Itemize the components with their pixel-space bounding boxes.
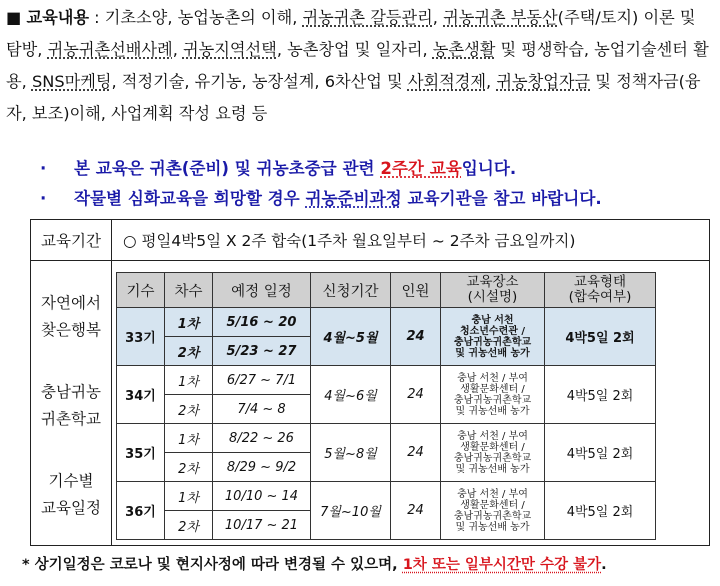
header-place: 교육장소 (시설명) — [441, 273, 545, 308]
side-label-line: 자연에서 — [41, 294, 101, 312]
cell-cohort: 33기 — [117, 308, 165, 366]
header-cohort: 기수 — [117, 273, 165, 308]
schedule-box — [30, 219, 710, 546]
cell-round: 1차 — [165, 482, 213, 511]
side-label-line: 충남귀농 — [41, 383, 101, 401]
cell-people: 24 — [391, 366, 441, 424]
footnote-text: * 상기일정은 코로나 및 현지사정에 따라 변경될 수 있으며, — [22, 557, 403, 573]
square-bullet-icon: ■ — [6, 8, 22, 27]
cell-date: 7/4 ~ 8 — [213, 395, 311, 424]
header-apply: 신청기간 — [311, 273, 391, 308]
header-schedule: 예정 일정 — [213, 273, 311, 308]
text-segment: 및 평생학습, 농업기술센터 활용, — [6, 40, 709, 91]
side-label-line: 찾은행복 — [41, 321, 101, 339]
separator: : — [89, 8, 105, 27]
notice-text: 입니다. — [461, 159, 517, 178]
header-form: 교육형태 (합숙여부) — [545, 273, 656, 308]
cell-date: 5/23 ~ 27 — [213, 337, 311, 366]
text-segment: , — [432, 8, 444, 27]
cell-round: 1차 — [165, 308, 213, 337]
cell-form: 4박5일 2회 — [545, 482, 656, 540]
cell-form: 4박5일 2회 — [545, 366, 656, 424]
side-label-line: 기수별 — [48, 472, 94, 490]
bullet-dot-icon: · — [40, 159, 47, 178]
cell-date: 10/10 ~ 14 — [213, 482, 311, 511]
text-segment: , — [172, 40, 183, 59]
text-segment: , 농촌창업 및 일자리, — [276, 40, 433, 59]
table-header-row — [117, 273, 656, 308]
side-label-line: 교육일정 — [41, 499, 101, 517]
period-text: ○ 평일4박5일 X 2주 합숙(1주차 월요일부터 ~ 2주차 금요일까지) — [123, 232, 576, 250]
cell-people: 24 — [391, 482, 441, 540]
cell-round: 2차 — [165, 337, 213, 366]
cell-people: 24 — [391, 308, 441, 366]
cell-date: 6/27 ~ 7/1 — [213, 366, 311, 395]
cell-place: 충남 서천 청소년수련관 / 충남귀농귀촌학교 및 귀농선배 농가 — [441, 308, 545, 366]
cell-round: 2차 — [165, 511, 213, 540]
cell-form: 4박5일 2회 — [545, 424, 656, 482]
topic-conflict: 귀농귀촌 갈등관리 — [302, 8, 433, 27]
cell-date: 5/16 ~ 20 — [213, 308, 311, 337]
table-row — [117, 366, 656, 395]
notice-text: 작물별 심화교육을 희망할 경우 — [74, 189, 306, 208]
cell-people: 24 — [391, 424, 441, 482]
cell-date: 8/29 ~ 9/2 — [213, 453, 311, 482]
period-label: 교육기간 — [41, 232, 101, 250]
topic-senior-cases: 귀농귀촌선배사례 — [47, 40, 173, 59]
cell-cohort: 35기 — [117, 424, 165, 482]
notice-underlined: 귀농준비과정 — [305, 189, 402, 208]
topic-social-economy: 사회적경제 — [407, 72, 487, 91]
topic-region: 귀농지역선택 — [182, 40, 277, 59]
side-label — [31, 290, 111, 522]
topic-startup-fund: 귀농창업자금 — [496, 72, 591, 91]
cell-apply: 7월~10월 — [311, 482, 391, 540]
cell-round: 1차 — [165, 424, 213, 453]
text-segment: , — [486, 72, 497, 91]
schedule-table — [116, 272, 656, 540]
text-segment: 기초소양, 농업농촌의 이해, — [104, 8, 303, 27]
notice-text: 본 교육은 귀촌(준비) 및 귀농초중급 관련 — [74, 159, 381, 178]
notice-bullet-2 — [40, 185, 602, 209]
cell-place: 충남 서천 / 부여 생활문화센터 / 충남귀농귀촌학교 및 귀농선배 농가 — [441, 366, 545, 424]
header-people: 인원 — [391, 273, 441, 308]
cell-apply: 5월~8월 — [311, 424, 391, 482]
table-row — [117, 308, 656, 337]
cell-cohort: 34기 — [117, 366, 165, 424]
footnote — [22, 553, 607, 574]
footnote-highlight: 1차 또는 일부시간만 수강 불가 — [402, 557, 602, 573]
table-row — [117, 482, 656, 511]
cell-apply: 4월~5월 — [311, 308, 391, 366]
notice-bullet-1 — [40, 155, 516, 179]
cell-date: 10/17 ~ 21 — [213, 511, 311, 540]
text-segment: (주택/토지) 이론 및 탐방, — [6, 8, 696, 59]
header-round: 차수 — [165, 273, 213, 308]
cell-round: 1차 — [165, 366, 213, 395]
notice-text: 교육기관을 참고 바랍니다. — [401, 189, 602, 208]
cell-place: 충남 서천 / 부여 생활문화센터 / 충남귀농귀촌학교 및 귀농선배 농가 — [441, 424, 545, 482]
cell-round: 2차 — [165, 395, 213, 424]
course-content-label: 교육내용 — [26, 8, 90, 27]
topic-realestate: 귀농귀촌 부동산 — [443, 8, 558, 27]
notice-highlight: 2주간 교육 — [380, 159, 462, 178]
cell-round: 2차 — [165, 453, 213, 482]
cell-place: 충남 서천 / 부여 생활문화센터 / 충남귀농귀촌학교 및 귀농선배 농가 — [441, 482, 545, 540]
cell-apply: 4월~6월 — [311, 366, 391, 424]
side-label-line: 귀촌학교 — [41, 410, 101, 428]
divider — [31, 260, 709, 261]
divider — [111, 220, 112, 545]
text-segment: , 적정기술, 유기농, 농장설계, 6차산업 및 — [111, 72, 408, 91]
topic-sns: SNS마케팅 — [31, 72, 112, 91]
bullet-dot-icon: · — [40, 189, 47, 208]
topic-rural-life: 농촌생활 — [432, 40, 496, 59]
cell-cohort: 36기 — [117, 482, 165, 540]
text-segment: 및 정책자금(융자, 보조)이해, 사업계획 작성 요령 등 — [6, 72, 701, 123]
cell-date: 8/22 ~ 26 — [213, 424, 311, 453]
footnote-text: . — [601, 557, 607, 573]
cell-form: 4박5일 2회 — [545, 308, 656, 366]
course-content-paragraph — [6, 2, 714, 130]
table-row — [117, 424, 656, 453]
